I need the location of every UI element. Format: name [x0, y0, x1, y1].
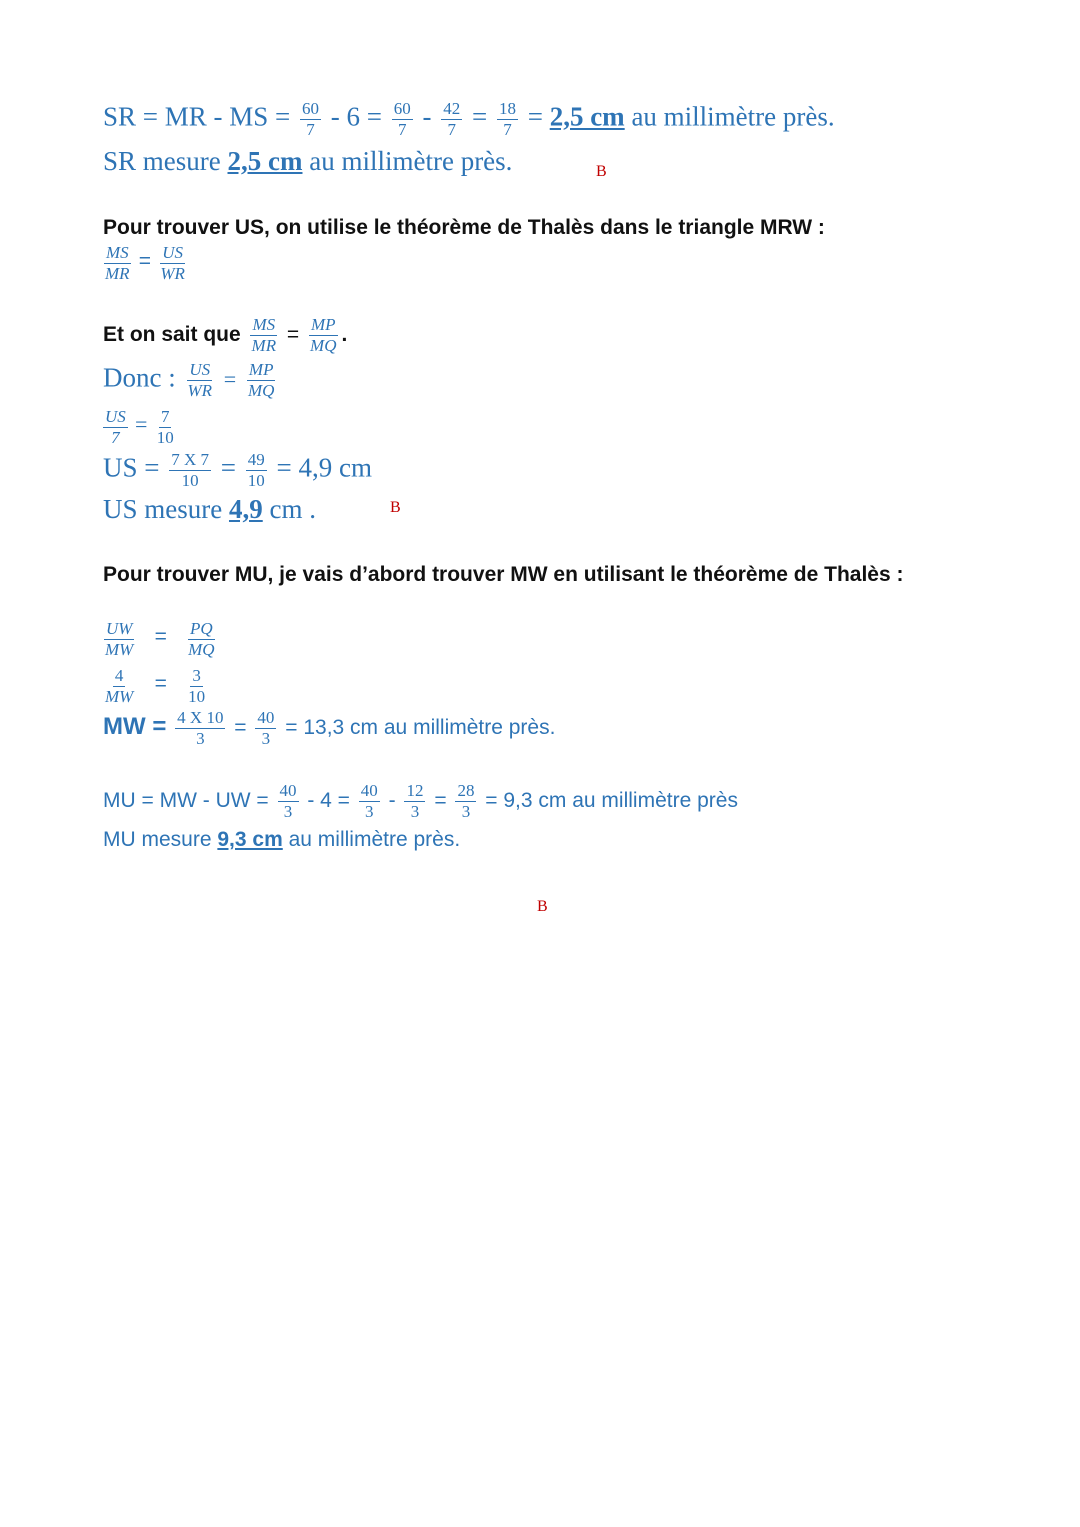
us-conclusion: US mesure 4,9 cm . [103, 494, 316, 524]
us-equation-2: $\frac{US}{7}$ = $\frac{7}{10}$ [105, 407, 174, 447]
us-equation-3: US = $\frac{7 X 7}{10}$ = $\frac{49}{10}$ = 4,9 cm [103, 450, 372, 490]
sr-lhs: SR = MR - MS = [103, 101, 291, 132]
us-donc-line: Donc : $\frac{US}{WR}$ = $\frac{MP}{MQ}$ [103, 360, 275, 400]
grade-mark-3: B [537, 898, 548, 915]
sr-conclusion-result: 2,5 cm [227, 146, 303, 176]
mu-conclusion-result: 9,3 cm [217, 828, 283, 851]
us-known-line: Et on sait que $\frac{MS}{MR}$ = $\frac{MP}{MQ}$ . [103, 315, 348, 355]
us-heading: Pour trouver US, on utilise le théorème de Thalès dans le triangle MRW : [103, 216, 825, 239]
grade-mark-2: B [390, 499, 401, 516]
sr-frac-2: $\frac{60}{7}$ [393, 99, 411, 139]
sr-conclusion: SR mesure 2,5 cm au millimètre près. [103, 146, 513, 176]
mu-equation-3: MW = $\frac{4 X 10}{3}$ = $\frac{40}{3}$ = 13,3 cm au millimètre près. [103, 708, 556, 748]
mu-conclusion: MU mesure 9,3 cm au millimètre près. [103, 828, 461, 851]
mu-heading: Pour trouver MU, je vais d’abord trouver MW en utilisant le théorème de Thalès : [103, 563, 904, 586]
sr-result: 2,5 cm [549, 101, 625, 132]
mu-equation-4: MU = MW - UW = $\frac{40}{3}$ - 4 = $\frac{40}{3}$ - $\frac{12}{3}$ = $\frac{28}{3}$ = 9,3 cm au millimètre près [103, 781, 738, 821]
sr-equation: SR = MR - MS = $\frac{60}{7}$ - 6 = $\frac{60}{7}$ - $\frac{42}{7}$ = $\frac{18}{7}$ = 2,5 cm au millimètre près. [103, 99, 835, 139]
mu-equation-2: $\frac{4}{MW}$ = $\frac{3}{10}$ [105, 666, 206, 706]
us-conclusion-result: 4,9 [228, 494, 263, 524]
mu-equation-1: $\frac{UW}{MW}$ = $\frac{PQ}{MQ}$ [105, 619, 215, 659]
sr-frac-3: $\frac{42}{7}$ [443, 99, 461, 139]
grade-mark-1: B [596, 163, 607, 180]
us-thales-equation: $\frac{MS}{MR}$ = $\frac{US}{WR}$ [105, 243, 185, 283]
sr-frac-4: $\frac{18}{7}$ [498, 99, 516, 139]
sr-frac-1: $\frac{60}{7}$ [302, 99, 320, 139]
